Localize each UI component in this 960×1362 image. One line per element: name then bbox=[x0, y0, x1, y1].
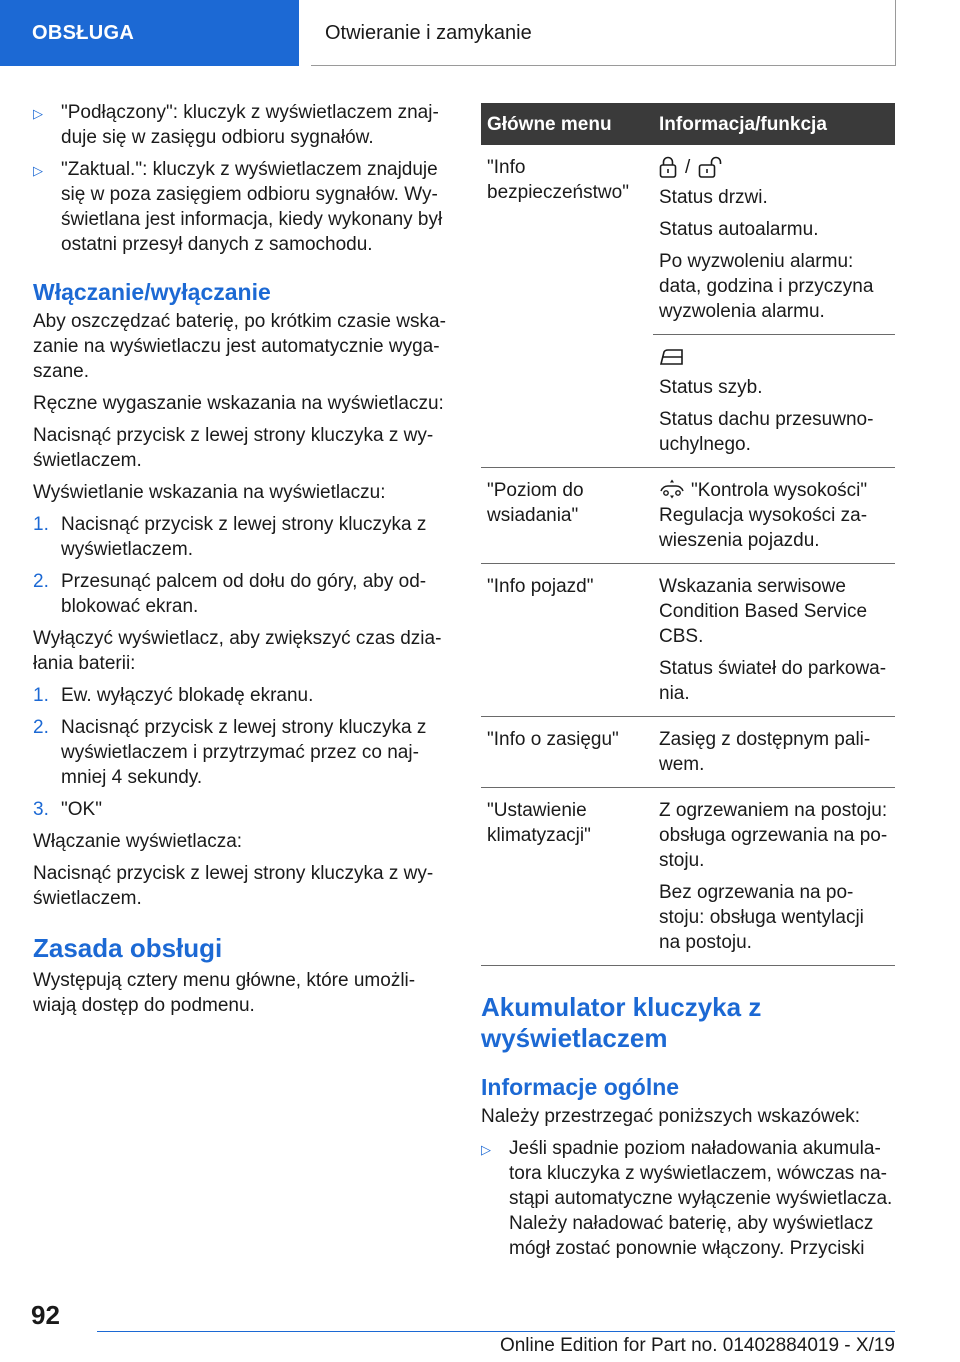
paragraph: Aby oszczędzać baterię, po krótkim czasie wskazanie na wyświetlaczu jest automatycznie wygaszane. bbox=[33, 311, 446, 382]
table-header-info: Informacja/funkcja bbox=[653, 103, 895, 145]
paragraph: Wyświetlanie wskazania na wyświetlaczu: bbox=[33, 482, 386, 503]
onoff-heading: Włączanie/wyłączanie bbox=[33, 279, 271, 305]
table-cell-menu: "Poziom do wsiadania" bbox=[481, 468, 653, 564]
page-header bbox=[0, 0, 960, 66]
list-item bbox=[33, 100, 448, 150]
info-text bbox=[659, 478, 889, 553]
paragraph: Występują cztery menu główne, które umożliwiają dostęp do podmenu. bbox=[33, 970, 416, 1016]
info-text: Status szyb. bbox=[659, 377, 763, 398]
step-text: "OK" bbox=[61, 799, 102, 820]
step-number: 1. bbox=[33, 685, 49, 706]
step-number: 3. bbox=[33, 799, 49, 820]
paragraph: Nacisnąć przycisk z lewej strony kluczyka z wyświetlaczem. bbox=[33, 863, 434, 909]
paragraph: Nacisnąć przycisk z lewej strony kluczyka z wyświetlaczem. bbox=[33, 425, 434, 471]
bullet-text: "Podłączony": kluczyk z wyświetlaczem znajduje się w zasięgu odbioru sygnałów. bbox=[61, 102, 439, 148]
table-cell-menu: "Info o zasięgu" bbox=[481, 717, 653, 788]
info-text: Po wyzwoleniu alarmu: data, godzina i przyczyna wyzwolenia alarmu. bbox=[659, 251, 874, 322]
info-text: Status świateł do parkowania. bbox=[659, 658, 887, 704]
page-number: 92 bbox=[31, 1300, 60, 1330]
info-title: "Kontrola wysokości" bbox=[691, 480, 868, 501]
table-cell-info bbox=[653, 564, 895, 717]
chapter-title: Otwieranie i zamykanie bbox=[311, 0, 896, 66]
general-info-heading: Informacje ogólne bbox=[481, 1074, 680, 1100]
step-text: Nacisnąć przycisk z lewej strony kluczyka z wyświetlaczem. bbox=[61, 514, 427, 560]
info-text: Status drzwi. bbox=[659, 187, 768, 208]
step-text: Przesunąć palcem od dołu do góry, aby odblokować ekran. bbox=[61, 571, 427, 617]
table-cell-info bbox=[653, 335, 895, 468]
paragraph: Wyłączyć wyświetlacz, aby zwiększyć czas działania baterii: bbox=[33, 628, 442, 674]
menu-table bbox=[481, 103, 895, 966]
step-text: Nacisnąć przycisk z lewej strony kluczyka z wyświetlaczem i przytrzymać przez co najmniej 4 sekundy. bbox=[61, 717, 427, 788]
table-row bbox=[481, 468, 895, 564]
paragraph: Należy przestrzegać poniższych wskazówek: bbox=[481, 1106, 861, 1127]
edition-note: Online Edition for Part no. 01402884019 - X/19 bbox=[499, 1335, 895, 1356]
left-column bbox=[33, 100, 448, 1025]
table-cell-info bbox=[653, 717, 895, 788]
info-text: Status dachu przesuwno-uchylnego. bbox=[659, 409, 874, 455]
list-item bbox=[33, 569, 448, 619]
paragraph: Ręczne wygaszanie wskazania na wyświetlaczu: bbox=[33, 393, 444, 414]
window-icon bbox=[659, 347, 685, 367]
table-cell-menu: "Info bezpieczeństwo" bbox=[481, 145, 653, 468]
bullet-text: "Zaktual.": kluczyk z wyświetlaczem znajduje się w poza zasięgiem odbioru sygnałów. Wyświetlana jest informacja, kiedy wykonany był ostatni przesył danych z samochodu. bbox=[61, 159, 443, 255]
principle-heading: Zasada obsługi bbox=[33, 933, 223, 963]
lock-open-icon bbox=[698, 156, 724, 178]
info-text: Status autoalarmu. bbox=[659, 219, 819, 240]
info-text: Zasięg z dostępnym paliwem. bbox=[659, 729, 871, 775]
section-tab[interactable]: OBSŁUGA bbox=[0, 0, 299, 66]
battery-heading: Akumulator kluczyka z wyświetlaczem bbox=[481, 992, 762, 1053]
list-item bbox=[33, 683, 448, 708]
table-cell-menu: "Info pojazd" bbox=[481, 564, 653, 717]
paragraph: Włączanie wyświetlacza: bbox=[33, 831, 243, 852]
bullet-triangle-icon: ▷ bbox=[33, 163, 43, 178]
info-text: Bez ogrzewania na postoju: obsługa wentylacji na postoju. bbox=[659, 882, 864, 953]
list-item bbox=[33, 715, 448, 790]
lock-closed-icon bbox=[659, 156, 677, 178]
icon-line bbox=[659, 345, 889, 369]
table-row bbox=[481, 145, 895, 335]
step-number: 2. bbox=[33, 717, 49, 738]
list-item bbox=[33, 797, 448, 822]
table-cell-info bbox=[653, 468, 895, 564]
table-cell-info bbox=[653, 788, 895, 966]
info-text: Wskazania serwisowe Condition Based Service CBS. bbox=[659, 576, 868, 647]
table-header-menu: Główne menu bbox=[481, 103, 653, 145]
info-subtext: Regulacja wysokości zawieszenia pojazdu. bbox=[659, 505, 868, 551]
footer-divider bbox=[97, 1331, 895, 1332]
list-item bbox=[33, 157, 448, 257]
step-number: 2. bbox=[33, 571, 49, 592]
bullet-text: Jeśli spadnie poziom naładowania akumulatora kluczyka z wyświetlaczem, wówczas nastąpi automatyczne wyłączenie wyświetlacza. Należy naładować baterię, aby wyświetlacz mógł zostać ponownie włączony. Przyciski bbox=[509, 1138, 893, 1259]
table-row bbox=[481, 717, 895, 788]
list-item bbox=[481, 1136, 895, 1261]
right-column bbox=[481, 103, 895, 1268]
table-row bbox=[481, 564, 895, 717]
step-text: Ew. wyłączyć blokadę ekranu. bbox=[61, 685, 314, 706]
table-row bbox=[481, 788, 895, 966]
table-cell-menu: "Ustawienie klimatyzacji" bbox=[481, 788, 653, 966]
table-cell-info bbox=[653, 145, 895, 335]
list-item bbox=[33, 512, 448, 562]
step-number: 1. bbox=[33, 514, 49, 535]
icon-separator: / bbox=[685, 156, 691, 178]
bullet-triangle-icon: ▷ bbox=[33, 106, 43, 121]
ride-height-icon bbox=[659, 479, 685, 499]
icon-line bbox=[659, 155, 889, 179]
bullet-triangle-icon: ▷ bbox=[481, 1142, 491, 1157]
info-text: Z ogrzewaniem na postoju: obsługa ogrzewania na postoju. bbox=[659, 800, 888, 871]
